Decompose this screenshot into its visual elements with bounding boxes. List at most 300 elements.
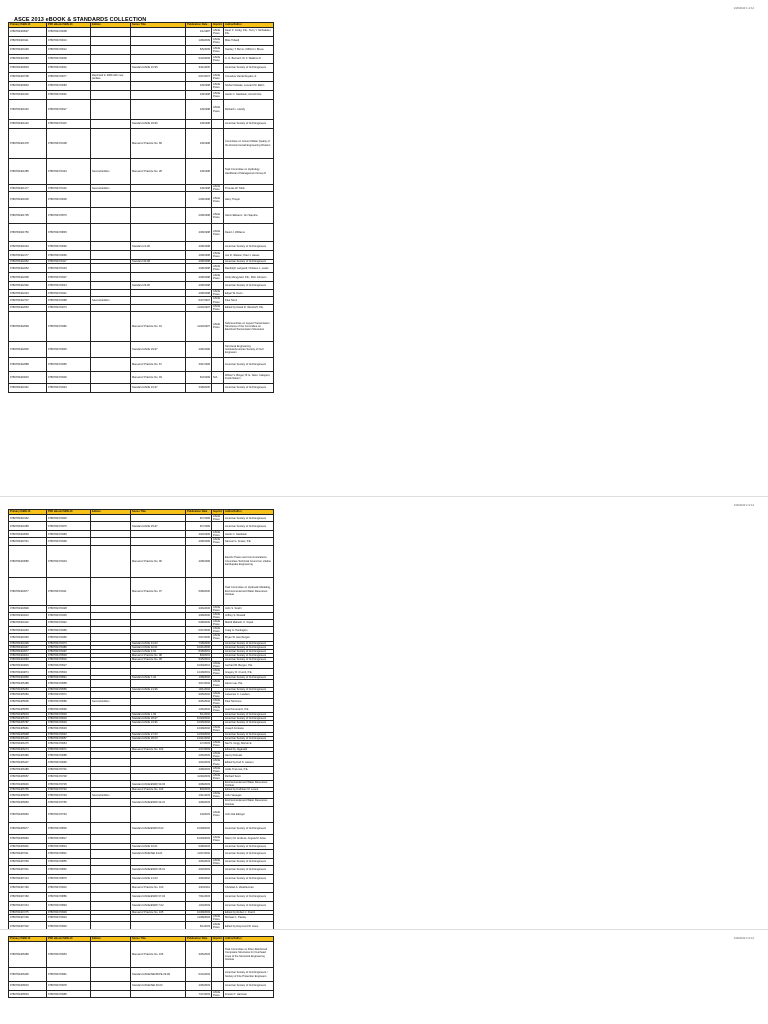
- imprint-cell: ASCE Press: [212, 46, 224, 55]
- primary-isbn-cell: 9780784406274: [9, 748, 47, 752]
- author-editor-cell: Randolph Langwell; Christen L. Lewis: [224, 264, 274, 273]
- publication-date-cell: 11/23/1997: [186, 311, 212, 341]
- primary-isbn-cell: 9780784405710: [9, 717, 47, 721]
- publication-date-cell: 10/30/2001: [186, 661, 212, 668]
- edition-cell: [91, 311, 131, 341]
- publication-date-cell: 6/5/2009: [186, 46, 212, 55]
- publication-date-cell: 1/9/2003: [186, 806, 212, 822]
- imprint-cell: [212, 874, 224, 883]
- series-title-cell: Standard ASCE 19-96: [131, 721, 186, 725]
- author-editor-cell: Richard Scott: [224, 773, 274, 780]
- primary-isbn-cell: 9780784402338: [9, 273, 47, 282]
- author-editor-cell: Environmental and Water Resources Institute: [224, 780, 274, 787]
- series-title-cell: Manual of Practice No. 97: [131, 577, 186, 605]
- primary-isbn-cell: 9780784401477: [9, 185, 47, 192]
- series-title-cell: Manual of Practice No. 93: [131, 371, 186, 383]
- publication-date-cell: 7/18/2000: [186, 641, 212, 645]
- pdf-isbn-cell: 9780784470083: [47, 82, 91, 91]
- pdf-isbn-cell: 9780784470337: [47, 273, 91, 282]
- edition-cell: [91, 991, 131, 998]
- edition-cell: Second Edition: [91, 792, 131, 799]
- pdf-isbn-cell: 9780784470664: [47, 740, 91, 747]
- pdf-isbn-cell: 9780784470749: [47, 792, 91, 799]
- primary-isbn-cell: 9780784400963: [9, 82, 47, 91]
- imprint-cell: ASCE Press: [212, 251, 224, 260]
- author-editor-cell: Edited by Karl S. Jansen: [224, 759, 274, 766]
- series-title-cell: [131, 290, 186, 297]
- author-editor-cell: John S. Scalzi: [224, 605, 274, 612]
- primary-isbn-cell: 9780784401385: [9, 159, 47, 185]
- edition-cell: [91, 806, 131, 822]
- pdf-isbn-cell: 9780784470435: [47, 612, 91, 619]
- primary-isbn-cell: 9780784406557: [9, 773, 47, 780]
- imprint-cell: ASCE Press: [212, 698, 224, 705]
- primary-isbn-cell: 9780784406878: [9, 792, 47, 799]
- series-title-cell: Standard ASCE 28-97: [131, 717, 186, 721]
- edition-cell: [91, 120, 131, 129]
- primary-isbn-cell: 9780784401705: [9, 208, 47, 224]
- series-title-cell: Manual of Practice No. 98: [131, 653, 186, 657]
- author-editor-cell: Structural Engineering Institute/American Society of Civil Engineers: [224, 341, 274, 357]
- pdf-isbn-cell: 9780784470701: [47, 766, 91, 773]
- imprint-cell: ASCE Press: [212, 752, 224, 759]
- primary-isbn-cell: 9780784402392: [9, 282, 47, 290]
- table-row: [9, 290, 274, 297]
- imprint-cell: ASCE Press: [212, 192, 224, 208]
- document-page-3: [0, 930, 768, 1024]
- table-row: [9, 691, 274, 698]
- series-title-cell: [131, 806, 186, 822]
- author-editor-cell: American Society of Civil Engineers: [224, 641, 274, 645]
- table-row: [9, 577, 274, 605]
- primary-isbn-cell: 9780784400199: [9, 46, 47, 55]
- imprint-cell: [212, 242, 224, 251]
- author-editor-cell: Aaron Lau, P.E.: [224, 680, 274, 687]
- pdf-isbn-cell: 9780784470534: [47, 669, 91, 676]
- imprint-cell: ASCE Press: [212, 304, 224, 311]
- table-row: [9, 780, 274, 787]
- pdf-isbn-cell: 9780784470503: [47, 653, 91, 657]
- imprint-cell: ASCE Press: [212, 740, 224, 747]
- author-editor-cell: Committee on Ground Water Quality of the Environmental Engineering Division: [224, 129, 274, 159]
- publication-date-cell: 4/24/2003: [186, 759, 212, 766]
- table-row: [9, 82, 274, 91]
- primary-isbn-cell: 9780784405383: [9, 691, 47, 698]
- series-title-cell: Manual of Practice No. 67: [131, 357, 186, 371]
- edition-cell: [91, 531, 131, 538]
- publication-date-cell: 4/28/2003: [186, 799, 212, 806]
- primary-isbn-cell: 9780784404447: [9, 645, 47, 649]
- edition-cell: [91, 759, 131, 766]
- column-header: Primary ISBN-13: [9, 510, 47, 515]
- series-title-cell: [131, 273, 186, 282]
- edition-cell: [91, 304, 131, 311]
- imprint-cell: ASCE Press: [212, 759, 224, 766]
- publication-date-cell: 5/28/2000: [186, 577, 212, 605]
- imprint-cell: ASCE Press: [212, 619, 224, 626]
- publication-date-cell: 4/28/1998: [186, 282, 212, 290]
- publication-date-cell: 2/28/1998: [186, 208, 212, 224]
- pdf-isbn-cell: 9780784470978: [47, 982, 91, 991]
- author-editor-cell: American Society of Civil Engineers: [224, 645, 274, 649]
- primary-isbn-cell: 9780784407066: [9, 858, 47, 865]
- table-row: [9, 260, 274, 264]
- edition-cell: [91, 224, 131, 242]
- primary-isbn-cell: 9780784404577: [9, 649, 47, 653]
- column-header: Imprint: [213, 23, 222, 27]
- series-title-cell: Standard ASCE 27-00: [131, 732, 186, 736]
- publication-date-cell: 6/27/2000: [186, 627, 212, 634]
- series-title-cell: [131, 858, 186, 865]
- publication-date-cell: 6/1/2003: [186, 922, 212, 931]
- table-row: [9, 698, 274, 705]
- series-title-cell: [131, 605, 186, 612]
- primary-isbn-cell: 9780784406649: [9, 780, 47, 787]
- imprint-cell: ASCE Press: [212, 806, 224, 822]
- series-title-cell: Standard ASCE/SEI 30-03: [131, 982, 186, 991]
- imprint-cell: [212, 129, 224, 159]
- table-row: [9, 942, 274, 968]
- imprint-cell: ASCE Press: [212, 605, 224, 612]
- edition-cell: [91, 773, 131, 780]
- publication-date-cell: 4/28/1999: [186, 545, 212, 577]
- table-row: [9, 748, 274, 752]
- imprint-cell: [212, 822, 224, 834]
- primary-isbn-cell: 9780784403161: [9, 383, 47, 392]
- author-editor-cell: Mike Tidwell: [224, 37, 274, 46]
- author-editor-cell: American Society of Civil Engineers: [224, 874, 274, 883]
- table-row: [9, 892, 274, 901]
- imprint-cell: ASCE Press: [212, 612, 224, 619]
- publication-date-cell: 11/28/2003: [186, 914, 212, 921]
- primary-isbn-cell: 9780784404614: [9, 653, 47, 657]
- imprint-cell: [212, 883, 224, 892]
- imprint-cell: ASCE Press: [212, 264, 224, 273]
- pdf-isbn-cell: 9780784470303: [47, 515, 91, 522]
- publication-date-cell: 4/26/2000: [186, 605, 212, 612]
- table-row: [9, 883, 274, 892]
- primary-isbn-cell: 9780784404874: [9, 669, 47, 676]
- edition-cell: [91, 822, 131, 834]
- table-row: [9, 297, 274, 304]
- primary-isbn-cell: 9780784404683: [9, 657, 47, 661]
- series-title-cell: Standard ASCE/EWRI 37-02: [131, 892, 186, 901]
- primary-isbn-cell: 9780784401606: [9, 192, 47, 208]
- imprint-cell: [212, 159, 224, 185]
- table-row: [9, 208, 274, 224]
- author-editor-cell: American Society of Civil Engineers: [224, 822, 274, 834]
- publication-date-cell: 4/28/1998: [186, 264, 212, 273]
- publication-date-cell: 4/23/1999: [186, 531, 212, 538]
- column-header: Author/Editor: [224, 510, 274, 515]
- table-row: [9, 264, 274, 273]
- publication-date-cell: 6/3/1999: [186, 371, 212, 383]
- pdf-isbn-cell: 9780784470116: [47, 120, 91, 129]
- publication-date-cell: 5/28/2000: [186, 619, 212, 626]
- publication-date-cell: 4/28/2000: [186, 612, 212, 619]
- table-row: [9, 192, 274, 208]
- author-editor-cell: Task Committee on Hydrology Handbook of Management Group D: [224, 159, 274, 185]
- column-header: Publication Date: [186, 23, 212, 28]
- author-editor-cell: Edited by Kathleen M. Leone: [224, 788, 274, 792]
- author-editor-cell: Craig G. Pavlington: [224, 627, 274, 634]
- edition-cell: [91, 341, 131, 357]
- author-editor-cell: American Society of Civil Engineers: [224, 843, 274, 849]
- series-title-cell: Standard ASCE 29-97: [131, 341, 186, 357]
- series-title-cell: Standard ASCE/SEI/SFPE 29-99: [131, 968, 186, 982]
- series-title-cell: [131, 661, 186, 668]
- publication-date-cell: 1/28/2002: [186, 676, 212, 680]
- edition-cell: [91, 251, 131, 260]
- pdf-isbn-cell: 9780784470893: [47, 901, 91, 910]
- author-editor-cell: Edited by Jaganath: [224, 748, 274, 752]
- edition-cell: [91, 28, 131, 37]
- primary-isbn-cell: 9780784402707: [9, 297, 47, 304]
- table-row: [9, 661, 274, 668]
- publication-date-cell: 1/28/2009: [186, 37, 212, 46]
- series-title-cell: [131, 752, 186, 759]
- series-title-cell: Standard 30-98: [131, 260, 186, 264]
- edition-cell: Second Edition: [91, 185, 131, 192]
- document-title: ASCE 2013 eBOOK & STANDARDS COLLECTION: [14, 17, 147, 23]
- publication-date-cell: 1/31/2003: [186, 792, 212, 799]
- publication-date-cell: 1/8/1998: [186, 185, 212, 192]
- pdf-isbn-cell: 9780784470399: [47, 538, 91, 545]
- edition-cell: [91, 242, 131, 251]
- series-title-cell: [131, 82, 186, 91]
- page-header: 1/26/2013 1 of 14: [733, 7, 754, 10]
- imprint-cell: [212, 577, 224, 605]
- series-title-cell: Standard ASCE/SEI 34-01: [131, 849, 186, 858]
- primary-isbn-cell: 9780784405185: [9, 680, 47, 687]
- primary-isbn-cell: 9780784407302: [9, 922, 47, 931]
- imprint-cell: ASCE Press: [212, 208, 224, 224]
- author-editor-cell: American Society of Civil Engineers: [224, 713, 274, 717]
- primary-isbn-cell: 9780784405284: [9, 687, 47, 691]
- table-row: [9, 304, 274, 311]
- author-editor-cell: American Society of Civil Engineers: [224, 901, 274, 910]
- pdf-isbn-cell: 9780784470466: [47, 634, 91, 641]
- pdf-isbn-cell: 9780784470480: [47, 645, 91, 649]
- primary-isbn-cell: 9780784406519: [9, 982, 47, 991]
- author-editor-cell: Edited by Robert J. Frantz: [224, 910, 274, 914]
- edition-cell: [91, 834, 131, 843]
- primary-isbn-cell: 9780784406533: [9, 991, 47, 998]
- series-title-cell: Manual of Practice No. 103: [131, 788, 186, 792]
- pdf-isbn-cell: 9780784470066: [47, 251, 91, 260]
- publication-date-cell: 8/18/2001: [186, 649, 212, 653]
- table-row: [9, 619, 274, 626]
- publication-date-cell: 9/25/2002: [186, 698, 212, 705]
- imprint-cell: ASCE Press: [212, 37, 224, 46]
- table-row: [9, 910, 274, 914]
- edition-cell: [91, 577, 131, 605]
- imprint-cell: ASCE Press: [212, 706, 224, 713]
- publication-date-cell: 5/14/2003: [186, 968, 212, 982]
- pdf-isbn-cell: 9780784470725: [47, 780, 91, 787]
- imprint-cell: ASCE Press: [212, 773, 224, 780]
- pdf-isbn-cell: 9780784470756: [47, 799, 91, 806]
- edition-cell: [91, 64, 131, 73]
- series-title-cell: Standard ASCE 32-01: [131, 843, 186, 849]
- publication-date-cell: 5/1/2002: [186, 713, 212, 717]
- edition-cell: [91, 100, 131, 120]
- series-title-cell: [131, 91, 186, 100]
- series-title-cell: [131, 834, 186, 843]
- imprint-cell: [212, 545, 224, 577]
- imprint-cell: ASCE Press: [212, 100, 224, 120]
- imprint-cell: [212, 799, 224, 806]
- pdf-isbn-cell: 9780784470044: [47, 282, 91, 290]
- edition-cell: [91, 691, 131, 698]
- page-header: 1/26/2013 3 of 14: [733, 937, 754, 940]
- series-title-cell: [131, 691, 186, 698]
- author-editor-cell: Richard L. Handy: [224, 100, 274, 120]
- column-header: Imprint: [213, 937, 222, 941]
- pdf-isbn-cell: 9780784470626: [47, 721, 91, 725]
- pdf-isbn-cell: 9780784470845: [47, 224, 91, 242]
- author-editor-cell: Cornelius Vanderheyden Jr.: [224, 73, 274, 82]
- imprint-cell: [212, 282, 224, 290]
- pdf-isbn-cell: 9780784470473: [47, 641, 91, 645]
- imprint-cell: ASCE Press: [212, 834, 224, 843]
- author-editor-cell: American Society of Civil Engineers: [224, 357, 274, 371]
- series-title-cell: [131, 619, 186, 626]
- author-editor-cell: Henry Petroski: [224, 752, 274, 759]
- table-row: [9, 788, 274, 792]
- author-editor-cell: American Society of Civil Engineers: [224, 64, 274, 73]
- primary-isbn-cell: 9780784407275: [9, 910, 47, 914]
- imprint-cell: ASCE Press: [212, 627, 224, 634]
- primary-isbn-cell: 9780784406175: [9, 740, 47, 747]
- table-row: [9, 383, 274, 392]
- publication-date-cell: 4/28/2003: [186, 780, 212, 787]
- table-row: [9, 657, 274, 661]
- pdf-isbn-cell: 9780784470117: [47, 260, 91, 264]
- edition-cell: [91, 740, 131, 747]
- edition-cell: [91, 780, 131, 787]
- publication-date-cell: 11/23/1997: [186, 304, 212, 311]
- document-page-1: [0, 0, 768, 470]
- series-title-cell: Standard ASCE/EWRI 34-01: [131, 799, 186, 806]
- pdf-isbn-cell: 9780784470565: [47, 687, 91, 691]
- series-title-cell: Manual of Practice No. 89: [131, 129, 186, 159]
- author-editor-cell: Bryan W. Hernbergen: [224, 634, 274, 641]
- pdf-isbn-cell: 9780784470817: [47, 834, 91, 843]
- edition-cell: [91, 605, 131, 612]
- series-title-cell: [131, 46, 186, 55]
- author-editor-cell: Thomas W. Tobin: [224, 185, 274, 192]
- primary-isbn-cell: 9780784405787: [9, 721, 47, 725]
- imprint-cell: [212, 849, 224, 858]
- author-editor-cell: Jeffrey S. Russell: [224, 612, 274, 619]
- series-title-cell: Standard ASCE 18-96: [131, 120, 186, 129]
- imprint-cell: [212, 982, 224, 991]
- table-row: [9, 874, 274, 883]
- primary-isbn-cell: 9780784404829: [9, 661, 47, 668]
- publication-date-cell: 8/9/2001: [186, 653, 212, 657]
- series-title-cell: Standard ASCE/EWRI 8-02: [131, 822, 186, 834]
- primary-isbn-cell: 9780784406427: [9, 759, 47, 766]
- edition-cell: [91, 661, 131, 668]
- primary-isbn-cell: 9780784407183: [9, 892, 47, 901]
- column-header: Series Title: [131, 937, 186, 942]
- series-title-cell: [131, 706, 186, 713]
- imprint-cell: ASCE Press: [212, 290, 224, 297]
- publication-date-cell: 10/28/2002: [186, 725, 212, 732]
- edition-cell: [91, 55, 131, 64]
- publication-date-cell: 4/26/2003: [186, 858, 212, 865]
- author-editor-cell: American Society of Civil Engineers: [224, 260, 274, 264]
- table-row: [9, 991, 274, 998]
- table-row: [9, 545, 274, 577]
- author-editor-cell: American Society of Civil Engineers: [224, 858, 274, 865]
- pdf-isbn-cell: 9780784470428: [47, 605, 91, 612]
- publication-date-cell: 1/7/2003: [186, 740, 212, 747]
- author-editor-cell: Task Committee on Fiber-Reinforced Composite Structures for Overhead Lines of the Structural Engineering Institute: [224, 942, 274, 968]
- primary-isbn-cell: 9780784402252: [9, 264, 47, 273]
- series-title-cell: Standard ASCE/EWRI 35-01: [131, 865, 186, 874]
- series-title-cell: [131, 264, 186, 273]
- edition-cell: [91, 538, 131, 545]
- author-editor-cell: Edited by Raymond W. Hone: [224, 922, 274, 931]
- series-title-cell: [131, 185, 186, 192]
- author-editor-cell: Harry Thayer: [224, 192, 274, 208]
- author-editor-cell: Mahdi Mahesh; K. Pujari: [224, 619, 274, 626]
- edition-cell: [91, 273, 131, 282]
- pdf-isbn-cell: 9780784470570: [47, 208, 91, 224]
- imprint-cell: [212, 341, 224, 357]
- table-row: [9, 28, 274, 37]
- imprint-cell: ASCE Press: [212, 311, 224, 341]
- series-title-cell: Standard 29-96: [131, 282, 186, 290]
- imprint-cell: ASCE Press: [212, 297, 224, 304]
- edition-cell: [91, 208, 131, 224]
- imprint-cell: [212, 780, 224, 787]
- author-editor-cell: Paul Tarricone: [224, 698, 274, 705]
- series-title-cell: [131, 28, 186, 37]
- table-row: [9, 538, 274, 545]
- pdf-isbn-cell: 9780784470350: [47, 357, 91, 371]
- pdf-isbn-cell: 9780784470459: [47, 627, 91, 634]
- table-row: [9, 634, 274, 641]
- primary-isbn-cell: 9780784402424: [9, 290, 47, 297]
- imprint-cell: ASCE Press: [212, 185, 224, 192]
- table-row: [9, 865, 274, 874]
- primary-isbn-cell: 9780784400111: [9, 37, 47, 46]
- publication-date-cell: 10/20/2002: [186, 717, 212, 721]
- publication-date-cell: 4/28/1998: [186, 273, 212, 282]
- publication-date-cell: 2/26/2003: [186, 752, 212, 759]
- pdf-isbn-cell: 9780784470695: [47, 759, 91, 766]
- primary-isbn-cell: 9780784400618: [9, 64, 47, 73]
- author-editor-cell: American Society of Civil Engineers: [224, 649, 274, 653]
- publication-date-cell: 6/7/1999: [186, 515, 212, 522]
- pdf-isbn-cell: 9780784470404: [47, 545, 91, 577]
- author-editor-cell: Gregory R. Crumb, P.E.: [224, 669, 274, 676]
- primary-isbn-cell: 9780784403666: [9, 531, 47, 538]
- pdf-isbn-cell: 9780784470688: [47, 752, 91, 759]
- author-editor-cell: Norbert Delatte; Leonard M. Elkhn: [224, 82, 274, 91]
- pdf-isbn-cell: 9780784470855: [47, 858, 91, 865]
- primary-isbn-cell: 9780784402653: [9, 304, 47, 311]
- author-editor-cell: American Society of Civil Engineers: [224, 892, 274, 901]
- table-row: [9, 858, 274, 865]
- publication-date-cell: 1/8/1998: [186, 91, 212, 100]
- table-row: [9, 740, 274, 747]
- table-row: [9, 732, 274, 736]
- primary-isbn-cell: 9780784406755: [9, 788, 47, 792]
